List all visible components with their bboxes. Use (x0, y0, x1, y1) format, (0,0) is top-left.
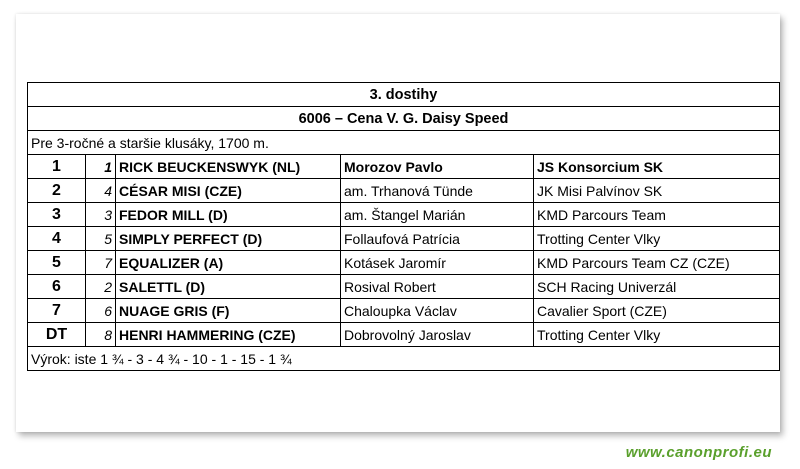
table-row (28, 251, 780, 275)
table-row (28, 155, 780, 179)
place-cell: 1 (28, 155, 86, 179)
start-number-cell: 1 (86, 155, 116, 179)
table-row (28, 299, 780, 323)
start-number-cell: 2 (86, 275, 116, 299)
table-row (28, 179, 780, 203)
table-row (28, 323, 780, 347)
race-conditions-row (28, 131, 780, 155)
start-number-cell: 3 (86, 203, 116, 227)
horse-cell: EQUALIZER (A) (116, 251, 341, 275)
place-cell: 5 (28, 251, 86, 275)
driver-cell: Dobrovolný Jaroslav (341, 323, 534, 347)
start-number-cell: 5 (86, 227, 116, 251)
place-cell: 2 (28, 179, 86, 203)
result-margins-row (28, 347, 780, 371)
horse-cell: HENRI HAMMERING (CZE) (116, 323, 341, 347)
place-cell: 6 (28, 275, 86, 299)
horse-cell: SALETTL (D) (116, 275, 341, 299)
owner-cell: JK Misi Palvínov SK (534, 179, 780, 203)
race-title: 3. dostihy (28, 83, 780, 107)
owner-cell: Trotting Center Vlky (534, 227, 780, 251)
horse-cell: RICK BEUCKENSWYK (NL) (116, 155, 341, 179)
owner-cell: SCH Racing Univerzál (534, 275, 780, 299)
driver-cell: am. Trhanová Tünde (341, 179, 534, 203)
horse-cell: CÉSAR MISI (CZE) (116, 179, 341, 203)
start-number-cell: 4 (86, 179, 116, 203)
result-margins: Výrok: iste 1 ¾ - 3 - 4 ¾ - 10 - 1 - 15 - 1 ¾ (28, 347, 780, 371)
race-subtitle: 6006 – Cena V. G. Daisy Speed (28, 107, 780, 131)
place-cell: DT (28, 323, 86, 347)
place-cell: 4 (28, 227, 86, 251)
start-number-cell: 7 (86, 251, 116, 275)
place-cell: 3 (28, 203, 86, 227)
start-number-cell: 8 (86, 323, 116, 347)
horse-cell: SIMPLY PERFECT (D) (116, 227, 341, 251)
race-title-row (28, 83, 780, 107)
driver-cell: Chaloupka Václav (341, 299, 534, 323)
owner-cell: KMD Parcours Team CZ (CZE) (534, 251, 780, 275)
driver-cell: am. Štangel Marián (341, 203, 534, 227)
driver-cell: Kotásek Jaromír (341, 251, 534, 275)
race-subtitle-row (28, 107, 780, 131)
owner-cell: JS Konsorcium SK (534, 155, 780, 179)
place-cell: 7 (28, 299, 86, 323)
owner-cell: Cavalier Sport (CZE) (534, 299, 780, 323)
start-number-cell: 6 (86, 299, 116, 323)
horse-cell: NUAGE GRIS (F) (116, 299, 341, 323)
driver-cell: Follaufová Patrícia (341, 227, 534, 251)
watermark-text: www.canonprofi.eu (625, 444, 772, 461)
table-row (28, 227, 780, 251)
owner-cell: Trotting Center Vlky (534, 323, 780, 347)
table-row (28, 275, 780, 299)
driver-cell: Rosival Robert (341, 275, 534, 299)
race-conditions: Pre 3-ročné a staršie klusáky, 1700 m. (28, 131, 780, 155)
race-results-table (27, 82, 780, 371)
table-row (28, 203, 780, 227)
horse-cell: FEDOR MILL (D) (116, 203, 341, 227)
driver-cell: Morozov Pavlo (341, 155, 534, 179)
owner-cell: KMD Parcours Team (534, 203, 780, 227)
